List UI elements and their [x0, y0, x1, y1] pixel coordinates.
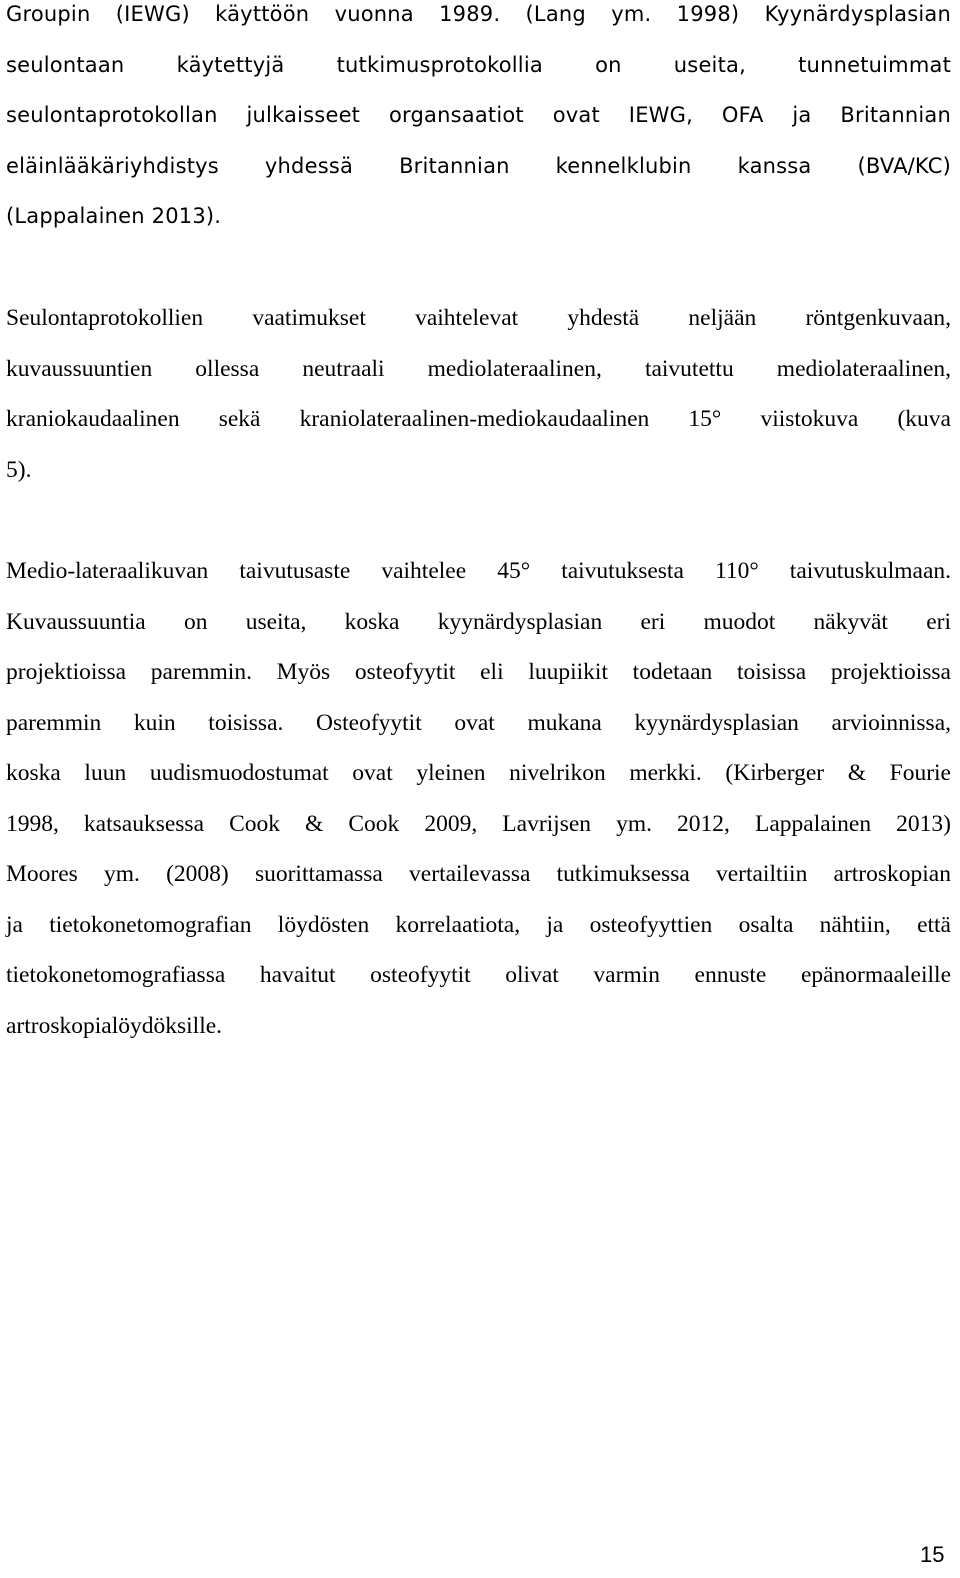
text-line: seulontaprotokollan julkaisseet organsaatiot ovat IEWG, OFA ja Britannian: [6, 103, 951, 127]
paragraph-1: [6, 0, 951, 242]
text-line: projektioissa paremmin. Myös osteofyytit eli luupiikit todetaan toisissa projektioissa: [6, 659, 951, 685]
text-line: ja tietokonetomografian löydösten korrelaatiota, ja osteofyyttien osalta nähtiin, että: [6, 911, 951, 938]
text-line: 1998, katsauksessa Cook & Cook 2009, Lavrijsen ym. 2012, Lappalainen 2013): [6, 810, 951, 837]
text-line: Seulontaprotokollien vaatimukset vaihtelevat yhdestä neljään röntgenkuvaan,: [6, 305, 951, 331]
text-line: paremmin kuin toisissa. Osteofyytit ovat mukana kyynärdysplasian arvioinnissa,: [6, 709, 951, 736]
text-line: tietokonetomografiassa havaitut osteofyytit olivat varmin ennuste epänormaaleille: [6, 962, 951, 988]
text-line: Groupin (IEWG) käyttöön vuonna 1989. (Lang ym. 1998) Kyynärdysplasian: [6, 2, 951, 26]
text-line: 5).: [6, 456, 32, 483]
text-line: Kuvaussuuntia on useita, koska kyynärdysplasian eri muodot näkyvät eri: [6, 608, 951, 635]
text-line: artroskopialöydöksille.: [6, 1012, 223, 1039]
text-line: eläinlääkäriyhdistys yhdessä Britannian kennelklubin kanssa (BVA/KC): [6, 153, 951, 178]
paragraph-3: [6, 546, 951, 1051]
text-line: kraniokaudaalinen sekä kraniolateraalinen-mediokaudaalinen 15° viistokuva (kuva: [6, 406, 951, 432]
text-line: (Lappalainen 2013).: [6, 204, 222, 228]
text-line: koska luun uudismuodostumat ovat yleinen nivelrikon merkki. (Kirberger & Fourie: [6, 760, 951, 786]
text-line: seulontaan käytettyjä tutkimusprotokollia on useita, tunnetuimmat: [6, 52, 951, 77]
paragraph-2: [6, 293, 951, 495]
text-line: Medio-lateraalikuvan taivutusaste vaihtelee 45° taivutuksesta 110° taivutuskulmaan.: [6, 558, 951, 584]
text-line: kuvaussuuntien ollessa neutraali mediolateraalinen, taivutettu mediolateraalinen,: [6, 355, 951, 382]
text-line: Moores ym. (2008) suorittamassa vertailevassa tutkimuksessa vertailtiin artroskopian: [6, 861, 951, 887]
page-number: 15: [920, 1542, 945, 1567]
